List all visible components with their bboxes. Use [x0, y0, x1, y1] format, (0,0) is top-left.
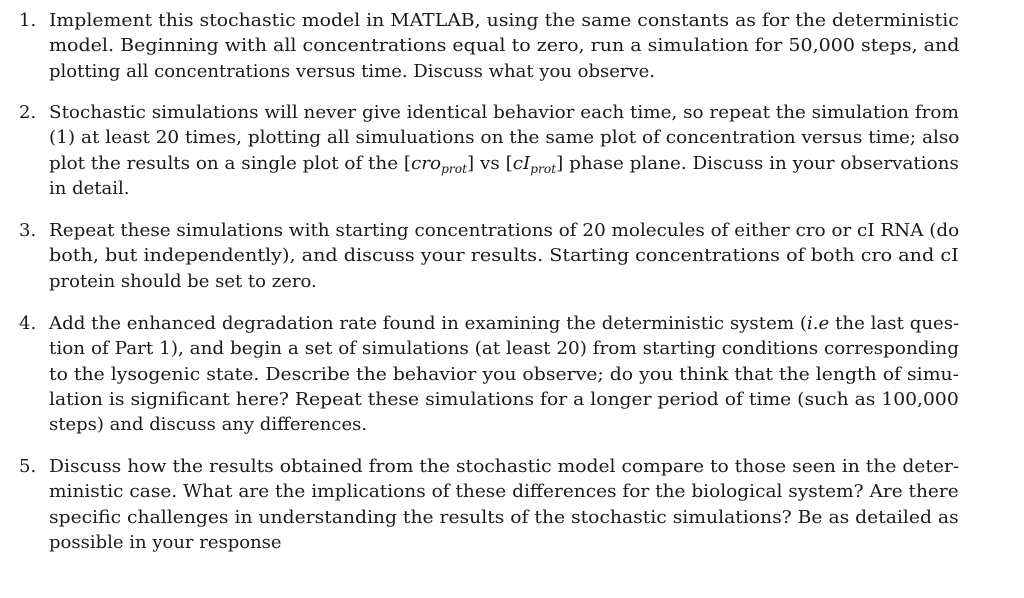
item-number: 5.	[19, 456, 37, 477]
item-line: both, but independently), and discuss your results. Starting concentrations of both cro and cI	[49, 245, 959, 267]
math-cro: cro	[411, 152, 442, 174]
item-line: Discuss how the results obtained from the stochastic model compare to those seen in the deter-	[49, 456, 960, 477]
item-number: 1.	[19, 10, 37, 31]
item-line: plot the results on a single plot of the [cro$_{prot}$] vs $[cI_{prot}]$ phase plane. Discuss in your observations	[49, 152, 959, 176]
item-line: Repeat these simulations with starting concentrations of 20 molecules of either cro or cI RNA (do	[49, 220, 960, 241]
item-line: tion of Part 1), and begin a set of simulations (at least 20) from starting conditions corresponding	[49, 338, 960, 360]
item-number: 4.	[19, 313, 37, 334]
item-line: Add the enhanced degradation rate found in examining the deterministic system (i.e the last ques-	[49, 313, 960, 334]
item-line: protein should be set to zero.	[49, 270, 317, 292]
math-subscript: prot	[530, 161, 557, 176]
item-line: plotting all concentrations versus time. Discuss what you observe.	[49, 60, 655, 82]
math-ci: cI	[512, 152, 531, 174]
math-subscript: prot	[441, 161, 468, 176]
item-line: Implement this stochastic model in MATLAB, using the same constants as for the deterministic	[49, 10, 959, 31]
item-line: specific challenges in understanding the results of the stochastic simulations? Be as detailed as	[49, 506, 959, 528]
item-line: ministic case. What are the implications of these differences for the biological system? Are there	[49, 481, 959, 503]
item-line: in detail.	[49, 177, 130, 199]
item-line: model. Beginning with all concentrations equal to zero, run a simulation for 50,000 steps, and	[49, 35, 960, 57]
item-line: lation is significant here? Repeat these simulations for a longer period of time (such as 100,000	[49, 388, 959, 410]
item-line: possible in your response	[49, 531, 282, 553]
item-line: Stochastic simulations will never give identical behavior each time, so repeat the simulation from	[49, 102, 959, 123]
item-number: 2.	[19, 102, 37, 123]
item-line: (1) at least 20 times, plotting all simuluations on the same plot of concentration versus time; also	[49, 127, 960, 149]
item-line: steps) and discuss any differences.	[49, 414, 368, 436]
item-number: 3.	[19, 220, 37, 241]
item-line: to the lysogenic state. Describe the behavior you observe; do you think that the length of simu-	[49, 363, 960, 385]
